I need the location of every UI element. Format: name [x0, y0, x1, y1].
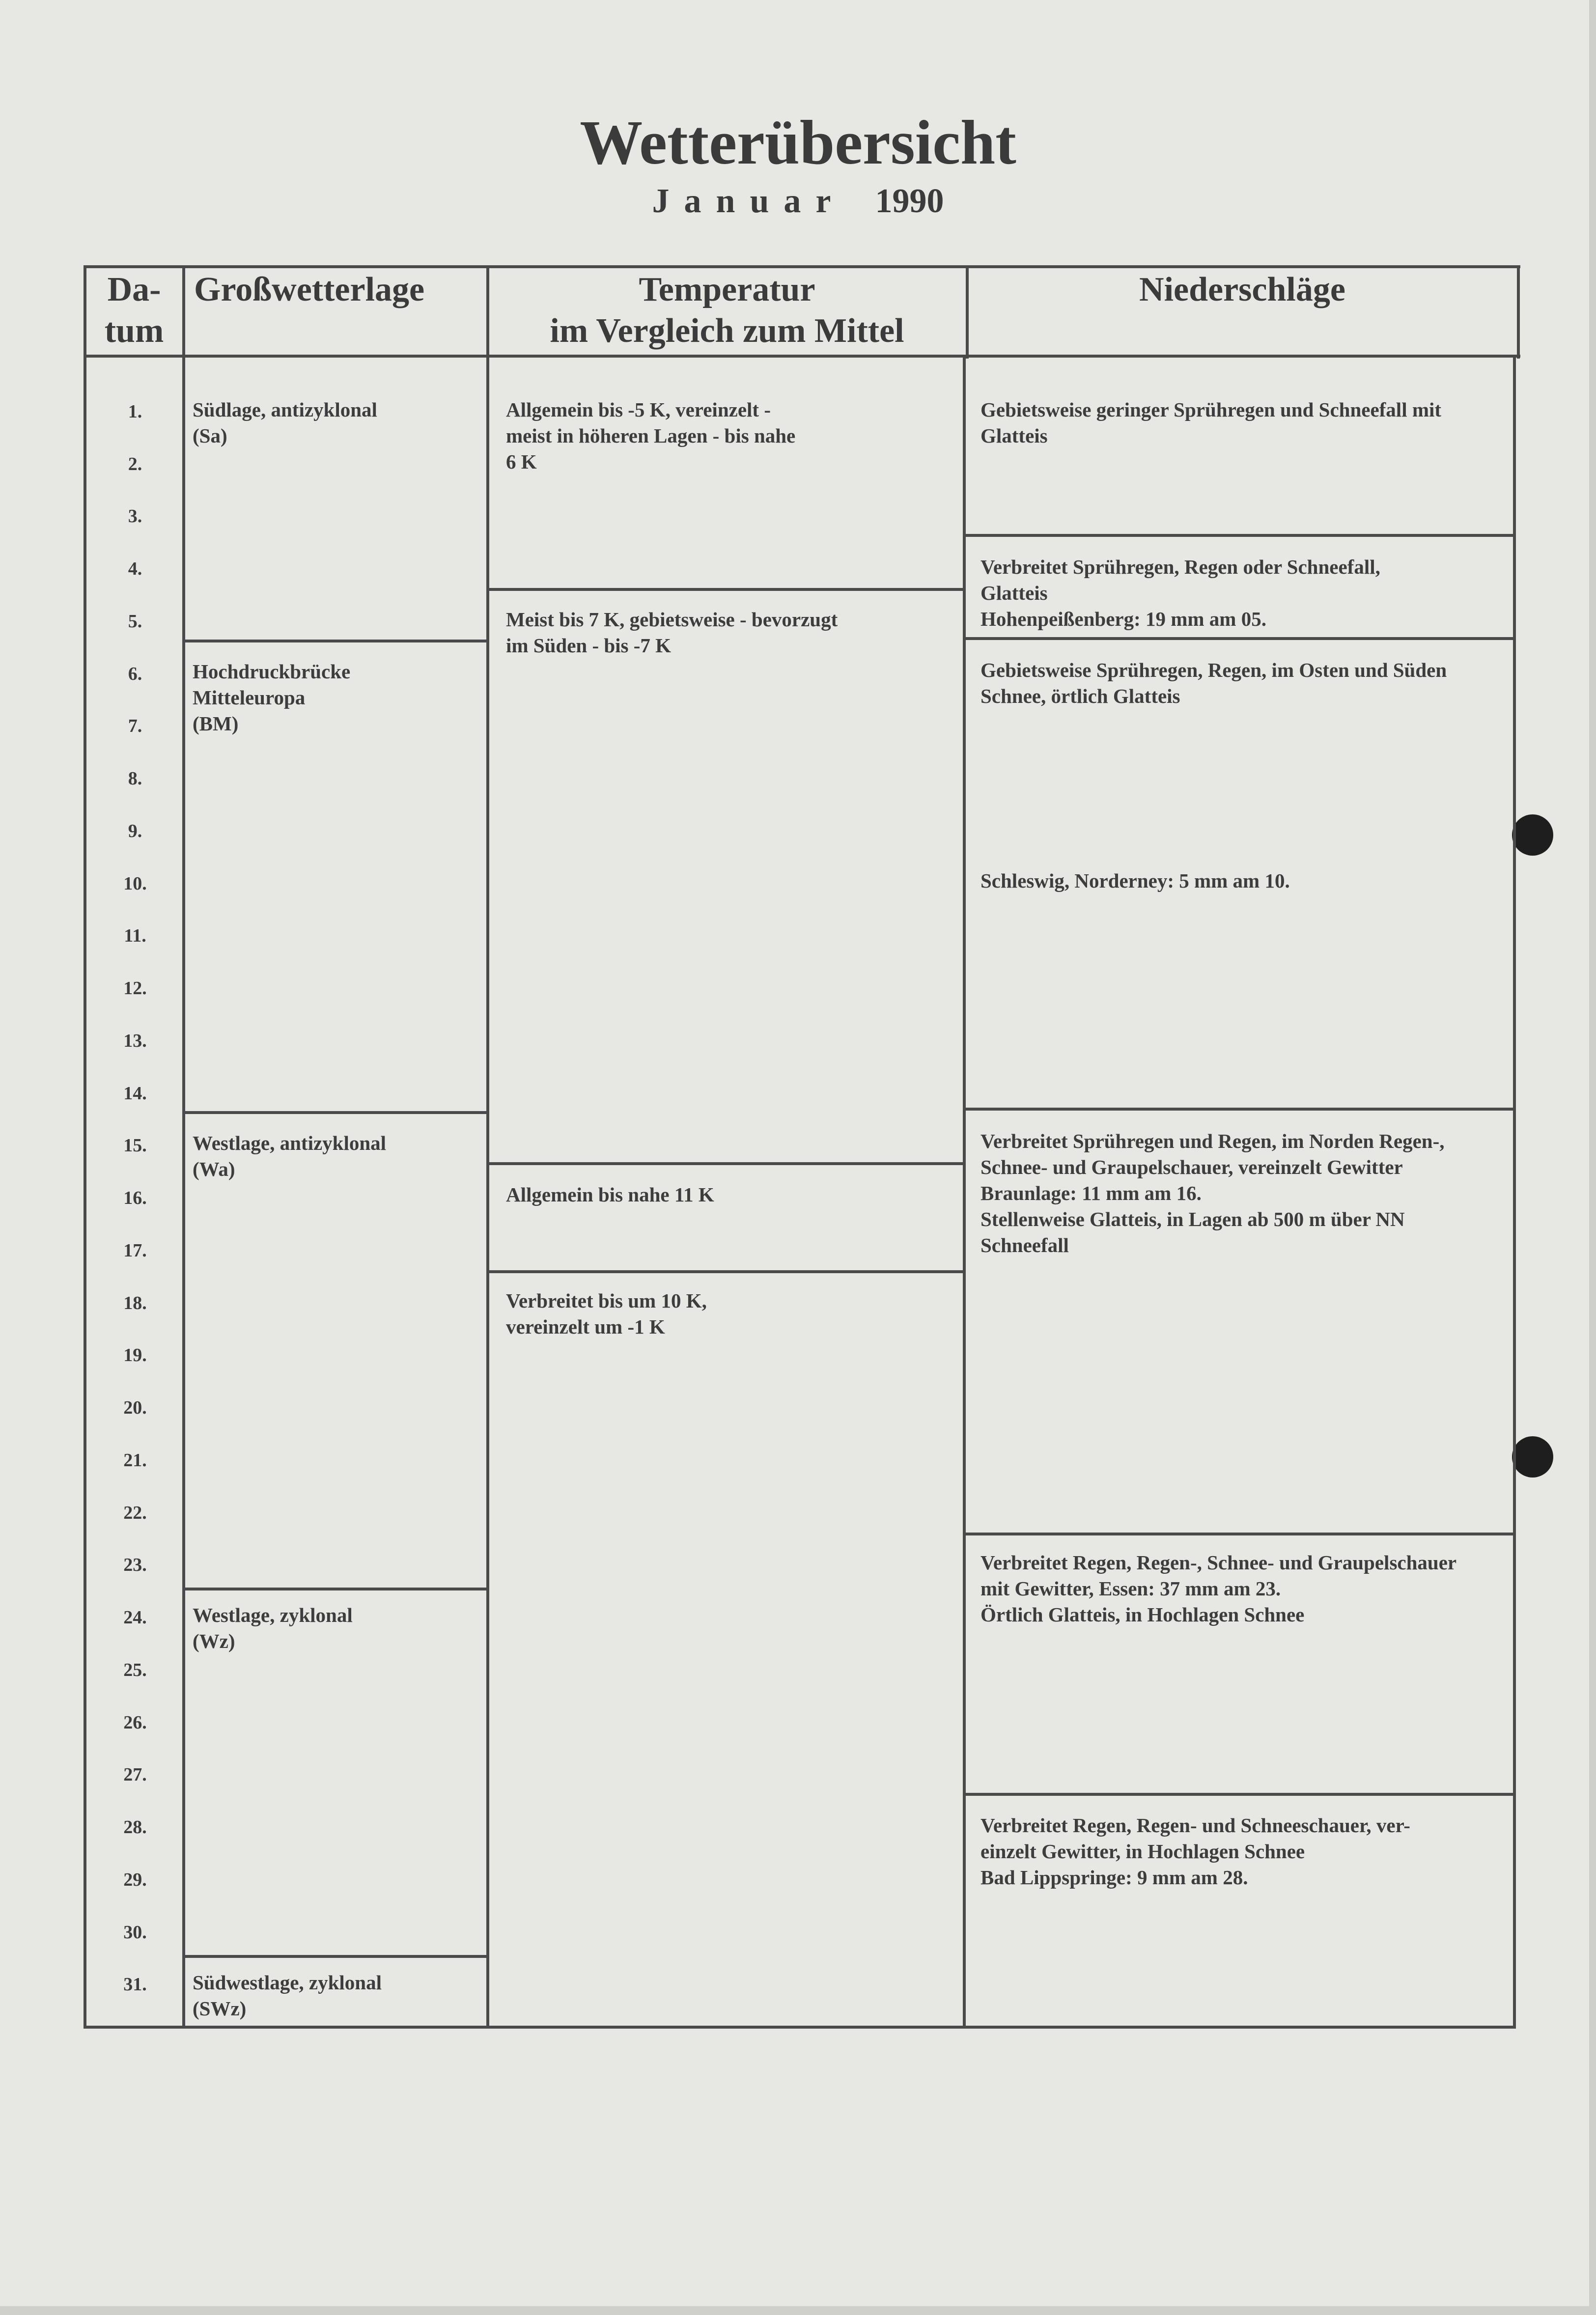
date-label: 14. [123, 1083, 147, 1104]
header-bottom-border [84, 355, 1520, 358]
niederschlag-divider [964, 534, 1515, 537]
date-label: 26. [123, 1712, 147, 1733]
cell-text-line: meist in höheren Lagen - bis nahe [506, 424, 796, 447]
date-label: 7. [128, 716, 142, 736]
date-label: 28. [123, 1817, 147, 1838]
cell-text-line: Meist bis 7 K, gebietsweise - bevorzugt [506, 608, 838, 631]
cell-text-line: Stellenweise Glatteis, in Lagen ab 500 m über NN [980, 1208, 1405, 1230]
cell-text-line: Bad Lippspringe: 9 mm am 28. [980, 1866, 1248, 1889]
niederschlag-cell [980, 1550, 1456, 1628]
date-label: 30. [123, 1922, 147, 1943]
date-label: 19. [123, 1345, 147, 1366]
column-divider-wetterlage [486, 265, 489, 2029]
header-grosswetterlage: Großwetterlage [194, 271, 425, 308]
date-label: 21. [123, 1450, 147, 1471]
wetterlage-divider [184, 1955, 488, 1958]
column-divider-temperatur [963, 355, 966, 2029]
date-label: 20. [123, 1397, 147, 1418]
table-left-border [84, 265, 86, 2029]
punch-hole-upper [1512, 814, 1553, 856]
temperatur-cell [506, 607, 838, 659]
date-label: 11. [124, 925, 146, 946]
date-label: 13. [123, 1031, 147, 1051]
date-label: 1. [128, 401, 142, 422]
date-label: 3. [128, 506, 142, 527]
cell-text-line: (Sa) [193, 424, 227, 447]
wetterlage-cell [193, 397, 377, 449]
header-niederschlaege: Niederschläge [1139, 271, 1345, 308]
header-temperatur: Temperatur im Vergleich zum Mittel [550, 271, 904, 350]
date-label: 22. [123, 1503, 147, 1523]
niederschlag-cell [980, 657, 1447, 709]
cell-text-line: Verbreitet Regen, Regen- und Schneeschauer, ver- [980, 1814, 1410, 1837]
date-label: 18. [123, 1293, 147, 1313]
cell-text-line: Südlage, antizyklonal [193, 398, 377, 421]
date-label: 31. [123, 1974, 147, 1995]
wetterlage-cell [193, 1602, 353, 1654]
date-label: 16. [123, 1188, 147, 1208]
cell-text-line: mit Gewitter, Essen: 37 mm am 23. [980, 1577, 1281, 1600]
date-label: 17. [123, 1240, 147, 1261]
cell-text-line: vereinzelt um -1 K [506, 1315, 665, 1338]
table-right-border [1513, 355, 1516, 2029]
temperatur-divider [488, 1270, 964, 1273]
cell-text-line: (Wz) [193, 1630, 235, 1652]
cell-text-line: Verbreitet Sprühregen und Regen, im Norden Regen-, [980, 1130, 1445, 1152]
date-label: 12. [123, 978, 147, 999]
cell-text-line: Verbreitet Sprühregen, Regen oder Schneefall, [980, 556, 1380, 578]
cell-text-line: Hochdruckbrücke [193, 660, 351, 683]
niederschlag-divider [964, 637, 1515, 640]
wetterlage-cell [193, 659, 350, 737]
niederschlag-divider [964, 1533, 1515, 1535]
cell-text-line: (BM) [193, 712, 239, 735]
date-label: 5. [128, 611, 142, 632]
date-label: 8. [128, 768, 142, 789]
column-divider-datum [182, 265, 185, 2029]
date-label: 27. [123, 1764, 147, 1785]
wetterlage-divider [184, 1588, 488, 1590]
date-label: 24. [123, 1607, 147, 1628]
date-label: 15. [123, 1135, 147, 1156]
cell-text-line: im Süden - bis -7 K [506, 634, 672, 657]
cell-text-line: Mitteleuropa [193, 686, 306, 709]
cell-text-line: Verbreitet bis um 10 K, [506, 1289, 707, 1312]
niederschlag-divider [964, 1108, 1515, 1111]
cell-text-line: (Wa) [193, 1158, 235, 1180]
page-title: Wetterübersicht [580, 108, 1016, 177]
cell-text-line: Schnee, örtlich Glatteis [980, 685, 1180, 707]
date-label: 10. [123, 873, 147, 894]
temperatur-divider [488, 1162, 964, 1165]
date-label: 4. [128, 558, 142, 579]
cell-text-line: Verbreitet Regen, Regen-, Schnee- und Graupelschauer [980, 1551, 1457, 1574]
niederschlag-cell [980, 1128, 1444, 1258]
cell-text-line: Schleswig, Norderney: 5 mm am 10. [980, 869, 1290, 892]
cell-text-line: Glatteis [980, 582, 1048, 604]
punch-hole-lower [1512, 1436, 1553, 1478]
cell-text-line: Örtlich Glatteis, in Hochlagen Schnee [980, 1603, 1305, 1626]
table-top-border [84, 265, 1520, 268]
cell-text-line: Braunlage: 11 mm am 16. [980, 1182, 1202, 1204]
cell-text-line: Schneefall [980, 1234, 1069, 1256]
subtitle-year: 1990 [875, 182, 944, 220]
niederschlag-cell-note [980, 868, 1290, 894]
cell-text-line: Allgemein bis nahe 11 K [506, 1183, 714, 1206]
page-edge-right [1589, 0, 1596, 2315]
cell-text-line: einzelt Gewitter, in Hochlagen Schnee [980, 1840, 1305, 1863]
cell-text-line: Allgemein bis -5 K, vereinzelt - [506, 398, 771, 421]
wetterlage-cell [193, 1130, 386, 1182]
cell-text-line: Gebietsweise Sprühregen, Regen, im Osten und Süden [980, 659, 1447, 681]
cell-text-line: Schnee- und Graupelschauer, vereinzelt Gewitter [980, 1156, 1403, 1178]
date-label: 25. [123, 1660, 147, 1680]
cell-text-line: Gebietsweise geringer Sprühregen und Schneefall mit [980, 398, 1442, 421]
temperatur-cell [506, 1288, 707, 1340]
table-bottom-border [84, 2026, 1515, 2029]
cell-text-line: 6 K [506, 450, 537, 473]
date-label: 6. [128, 664, 142, 684]
wetterlage-divider [184, 1111, 488, 1114]
niederschlag-cell [980, 1813, 1410, 1891]
page-subtitle [0, 179, 1596, 223]
temperatur-divider [488, 588, 964, 591]
niederschlag-cell [980, 554, 1380, 632]
cell-text-line: Südwestlage, zyklonal [193, 1971, 382, 1994]
cell-text-line: Westlage, antizyklonal [193, 1132, 387, 1154]
cell-text-line: Glatteis [980, 424, 1048, 447]
date-label: 29. [123, 1869, 147, 1890]
temperatur-cell [506, 397, 795, 475]
wetterlage-cell [193, 1970, 382, 2022]
date-label: 9. [128, 821, 142, 841]
niederschlag-divider [964, 1793, 1515, 1796]
table-right-border-header [1517, 265, 1520, 359]
temperatur-cell [506, 1182, 714, 1208]
cell-text-line: Westlage, zyklonal [193, 1604, 353, 1626]
wetterlage-divider [184, 640, 488, 642]
cell-text-line: (SWz) [193, 1997, 247, 2020]
date-label: 2. [128, 454, 142, 474]
date-label: 23. [123, 1555, 147, 1575]
header-datum: Da- tum [104, 271, 164, 350]
page-edge-bottom [0, 2306, 1596, 2315]
niederschlag-cell [980, 397, 1441, 449]
cell-text-line: Hohenpeißenberg: 19 mm am 05. [980, 608, 1266, 630]
subtitle-month: Januar [652, 182, 846, 220]
